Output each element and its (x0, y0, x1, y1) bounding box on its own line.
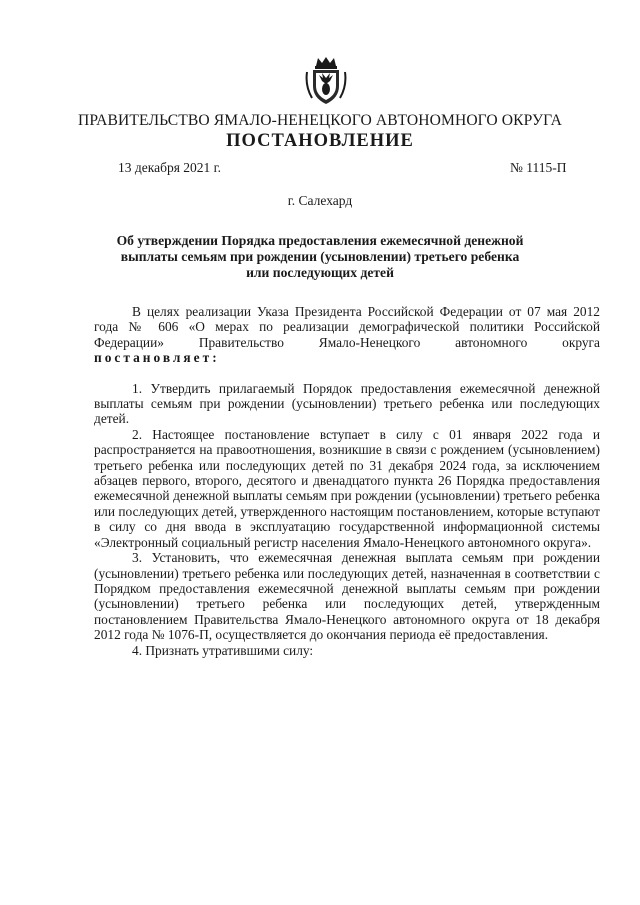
document-number: № 1115-П (510, 160, 567, 175)
document-date: 13 декабря 2021 г. (118, 160, 222, 175)
preamble-paragraph (94, 304, 600, 366)
document-type: ПОСТАНОВЛЕНИЕ (226, 131, 414, 151)
title-line: или последующих детей (246, 265, 394, 280)
preamble-text: В целях реализации Указа Президента Российской Федерации от 07 мая 2012 года № 606 «О мерах по реализации демографической политики Российской Федерации» Правительство Ямало-Ненецкого автономного округа (94, 304, 600, 350)
document-city: г. Салехард (287, 193, 353, 208)
clause-4: 4. Признать утратившими силу: (132, 642, 314, 658)
clause-1: 1. Утвердить прилагаемый Порядок предоставления ежемесячной денежной выплаты семьям при рождении (усыновлении) третьего ребенка или последующих детей. (94, 380, 600, 427)
title-line: выплаты семьям при рождении (усыновлении) третьего ребенка (120, 249, 520, 264)
document-title (110, 233, 530, 281)
resolves-word: постановляет: (94, 350, 220, 366)
document-body (94, 304, 600, 658)
clause-2: 2. Настоящее постановление вступает в силу с 01 января 2022 года и распространяется на правоотношения, возникшие в связи с рождением (усыновлением) третьего ребенка или последующих детей по 31 декабря 2024 года, за исключением абзацев первого, второго, десятого и двенадцатого пункта 26 Порядка предоставления ежемесячной денежной выплаты семьям при рождении (усыновлении) третьего ребенка или последующих детей, утвержденного настоящим постановлением, которые вступают в силу со дня ввода в эксплуатацию государственной информационной системы «Электронный социальный регистр населения Ямало-Ненецкого автономного округа». (94, 426, 600, 550)
clause-3: 3. Установить, что ежемесячная денежная выплата семьям при рождении (усыновлении) третьего ребенка или последующих детей, назначенная в соответствии с Порядком предоставления ежемесячной денежной выплаты семьям при рождении (усыновлении) третьего ребенка или последующих детей, утвержденным постановлением Правительства Ямало-Ненецкого автономного округа от 18 декабря 2012 года № 1076-П, осуществляется до окончания периода её предоставления. (94, 550, 600, 643)
title-line: Об утверждении Порядка предоставления ежемесячной денежной (116, 233, 524, 248)
government-name: ПРАВИТЕЛЬСТВО ЯМАЛО-НЕНЕЦКОГО АВТОНОМНОГО ОКРУГА (78, 112, 562, 129)
coat-of-arms-icon (304, 56, 348, 106)
